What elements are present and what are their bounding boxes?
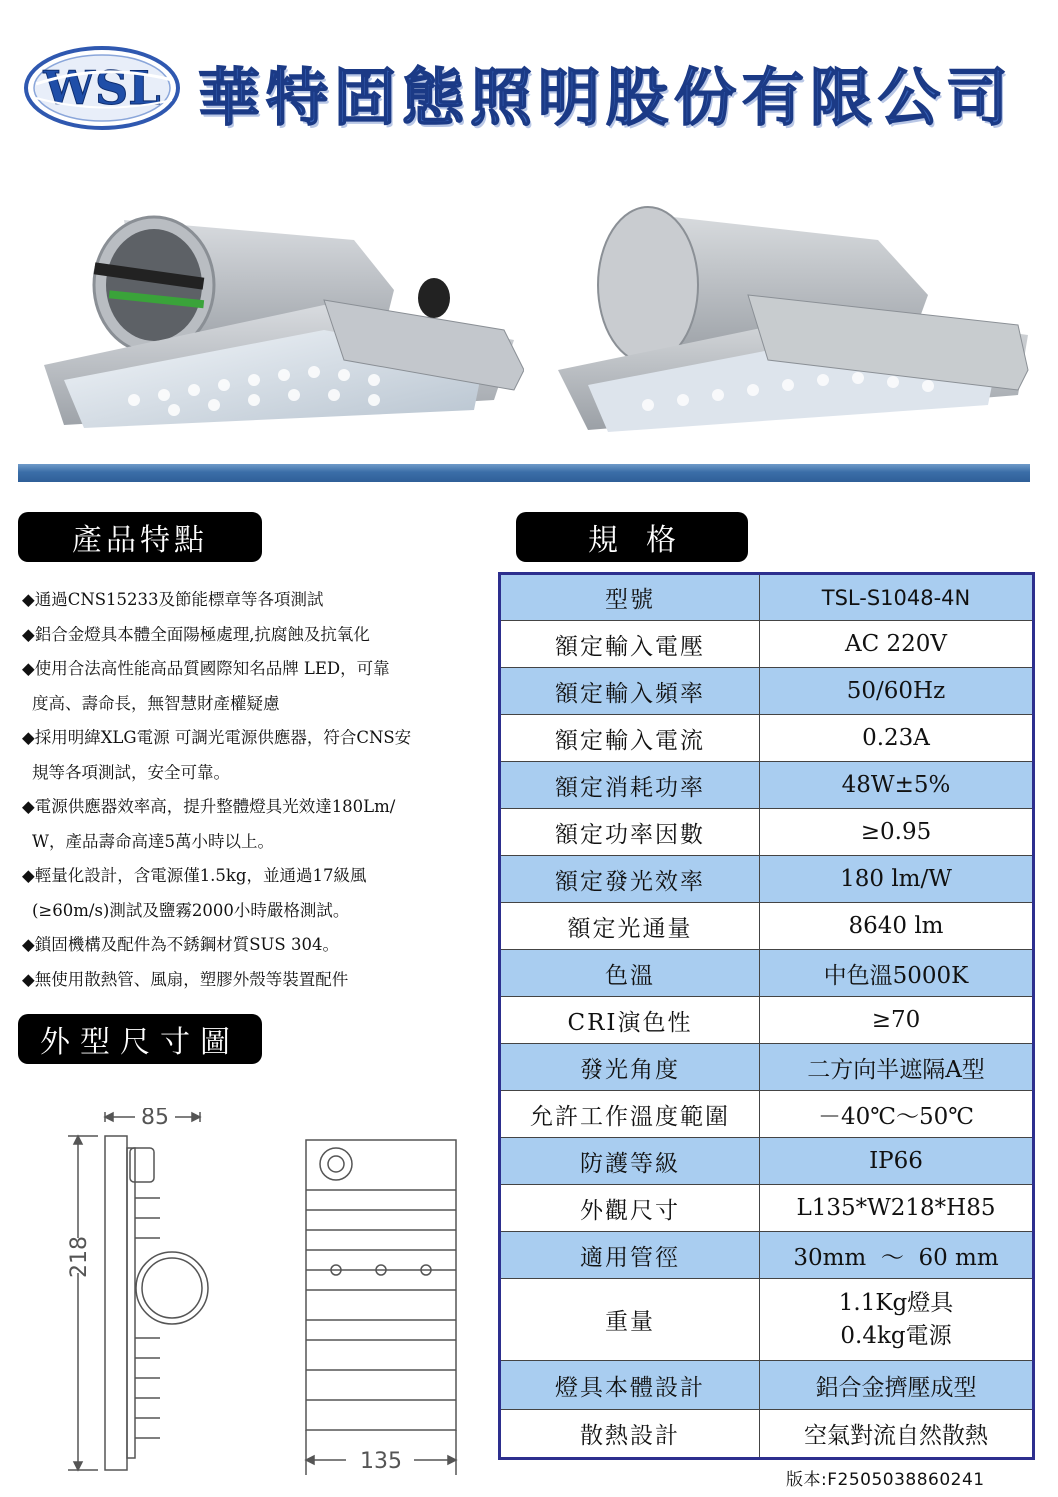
spec-value: 二方向半遮隔A型 (760, 1044, 1034, 1091)
spec-value (760, 1279, 1034, 1361)
spec-value: 空氣對流自然散熱 (760, 1410, 1034, 1459)
header-separator (18, 464, 1030, 482)
feature-item: ◆鋁合金燈具本體全面陽極處理,抗腐蝕及抗氧化 (22, 624, 370, 644)
feature-item: (≥60m/s)測試及鹽霧2000小時嚴格測試。 (32, 900, 350, 920)
dim-length-label: 135 (360, 1449, 402, 1474)
feature-item: ◆鎖固機構及配件為不銹鋼材質SUS 304。 (22, 935, 339, 954)
feature-item: ◆電源供應器效率高，提升整體燈具光效達180Lm/ (22, 797, 396, 816)
spec-value: 48W±5% (760, 762, 1034, 809)
spec-value: ≥0.95 (760, 809, 1034, 856)
spec-value: TSL-S1048-4N (760, 574, 1034, 621)
table-row (500, 1361, 1034, 1410)
feature-item: ◆採用明緯XLG電源 可調光電源供應器，符合CNS安 (22, 728, 412, 747)
spec-key: 額定輸入電壓 (500, 621, 760, 668)
spec-key: 額定消耗功率 (500, 762, 760, 809)
spec-value: －40℃～50℃ (760, 1091, 1034, 1138)
spec-key: 燈具本體設計 (500, 1361, 760, 1410)
feature-item: ◆通過CNS15233及節能標章等各項測試 (22, 590, 324, 609)
spec-key: 額定發光效率 (500, 856, 760, 903)
table-row (500, 1044, 1034, 1091)
spec-key: 額定輸入頻率 (500, 668, 760, 715)
spec-value: 180 lm/W (760, 856, 1034, 903)
spec-key: CRI演色性 (500, 997, 760, 1044)
spec-table (498, 572, 1035, 1460)
table-row (500, 1138, 1034, 1185)
feature-item: ◆輕量化設計，含電源僅1.5kg，並通過17級風 (22, 866, 367, 885)
version-label: 版本:F2505038860241 (786, 1470, 985, 1490)
table-row (500, 621, 1034, 668)
spec-key: 額定光通量 (500, 903, 760, 950)
company-name: 華特固態照明股份有限公司 (198, 61, 1015, 134)
features-header: 產品特點 (18, 512, 262, 562)
table-row (500, 762, 1034, 809)
table-row (500, 668, 1034, 715)
spec-value: 8640 lm (760, 903, 1034, 950)
spec-value: IP66 (760, 1138, 1034, 1185)
table-row (500, 809, 1034, 856)
spec-value: AC 220V (760, 621, 1034, 668)
spec-key: 散熱設計 (500, 1410, 760, 1459)
front-view-drawing (296, 1130, 466, 1480)
spec-key: 適用管徑 (500, 1232, 760, 1279)
feature-item: 規等各項測試，安全可靠。 (32, 762, 230, 782)
spec-value: L135*W218*H85 (760, 1185, 1034, 1232)
weight-fixture: 1.1Kg燈具 (838, 1289, 954, 1316)
feature-item: ◆使用合法高性能高品質國際知名品牌 LED，可靠 (22, 659, 390, 678)
spec-value: 0.23A (760, 715, 1034, 762)
spec-key: 發光角度 (500, 1044, 760, 1091)
table-row (500, 574, 1034, 621)
wsl-logo (22, 42, 182, 134)
spec-value: 30mm ～ 60 mm (760, 1232, 1034, 1279)
spec-key: 重量 (500, 1279, 760, 1361)
spec-key: 額定輸入電流 (500, 715, 760, 762)
feature-item: 度高、壽命長，無智慧財產權疑慮 (32, 693, 280, 713)
product-photo-closed (548, 200, 1048, 445)
table-row (500, 1185, 1034, 1232)
dim-height-label: 218 (67, 1236, 92, 1278)
table-row (500, 903, 1034, 950)
table-row (500, 856, 1034, 903)
table-row (500, 1232, 1034, 1279)
spec-value: 50/60Hz (760, 668, 1034, 715)
feature-item: ◆無使用散熱管、風扇，塑膠外殼等裝置配件 (22, 969, 349, 989)
spec-key: 型號 (500, 574, 760, 621)
dim-width-label: 85 (141, 1108, 169, 1130)
weight-driver: 0.4kg電源 (840, 1322, 952, 1349)
side-view-drawing (60, 1108, 210, 1480)
features-list (22, 583, 500, 997)
dimensions-header: 外型尺寸圖 (18, 1014, 262, 1064)
table-row (500, 1279, 1034, 1361)
table-row (500, 950, 1034, 997)
spec-value: 中色溫5000K (760, 950, 1034, 997)
table-row (500, 1410, 1034, 1459)
feature-item: W，產品壽命高達5萬小時以上。 (32, 831, 274, 851)
spec-header: 規格 (516, 512, 748, 562)
spec-key: 外觀尺寸 (500, 1185, 760, 1232)
spec-value: 鋁合金擠壓成型 (760, 1361, 1034, 1410)
table-row (500, 997, 1034, 1044)
svg-text:WSL: WSL (43, 61, 161, 115)
product-photo-open (24, 200, 524, 445)
spec-key: 防護等級 (500, 1138, 760, 1185)
table-row (500, 1091, 1034, 1138)
table-row (500, 715, 1034, 762)
spec-value: ≥70 (760, 997, 1034, 1044)
spec-key: 允許工作溫度範圍 (500, 1091, 760, 1138)
spec-key: 額定功率因數 (500, 809, 760, 856)
spec-key: 色溫 (500, 950, 760, 997)
